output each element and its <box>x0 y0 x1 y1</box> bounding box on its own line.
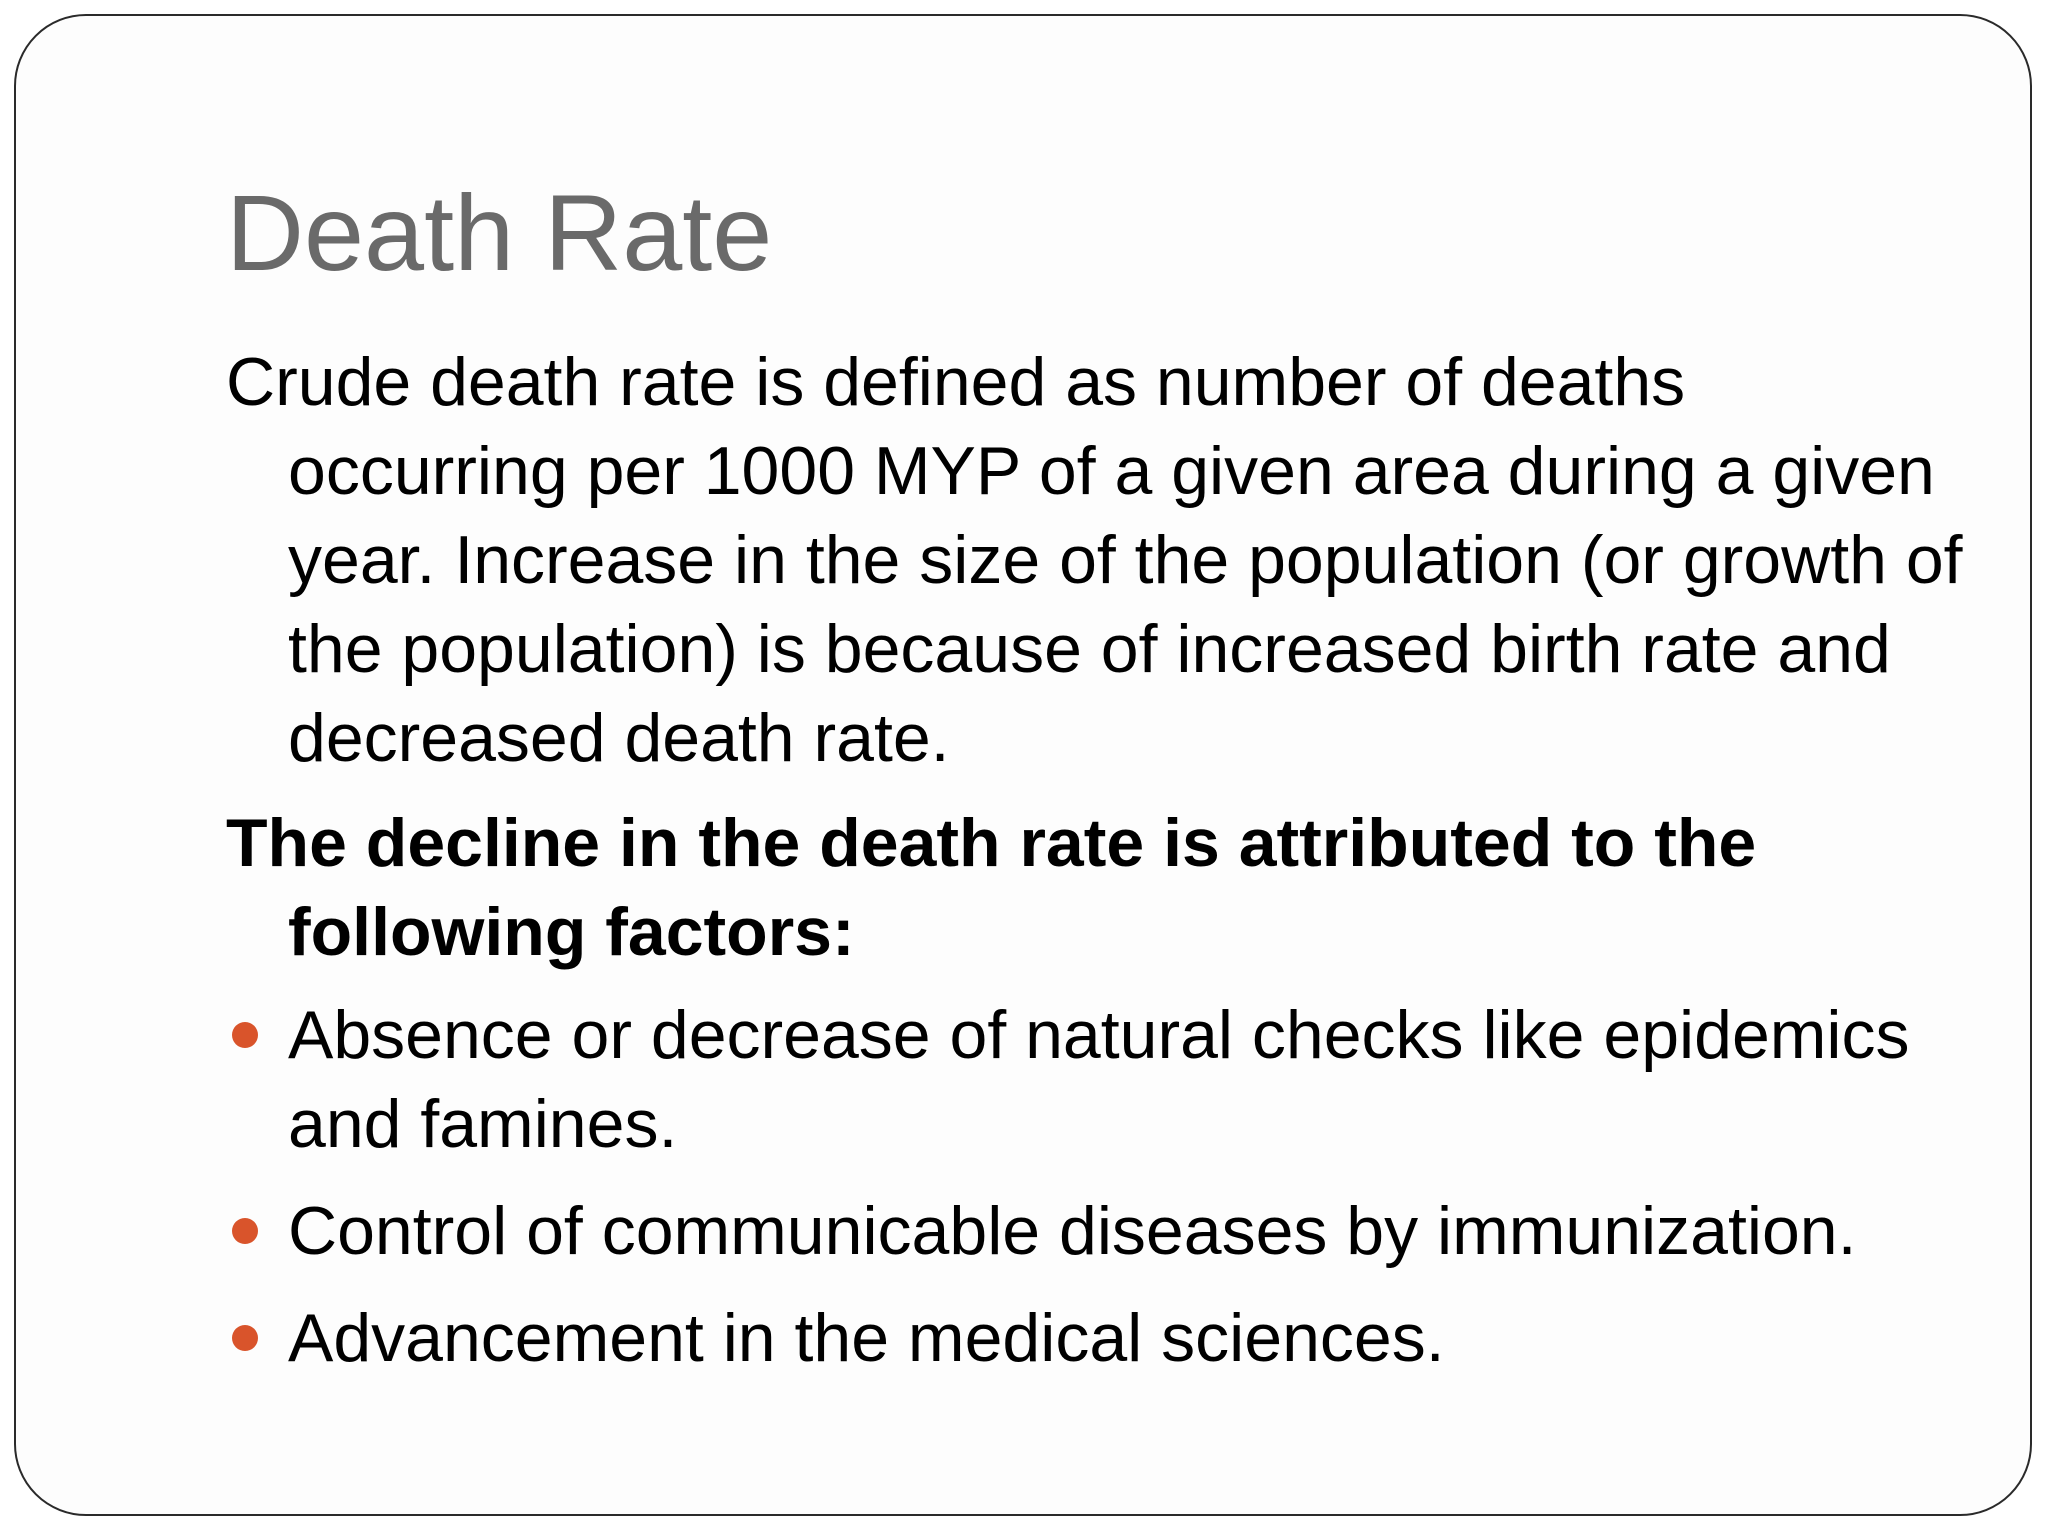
bullet-text: Absence or decrease of natural checks like epidemics and famines. <box>288 997 1910 1162</box>
bullet-text: Advancement in the medical sciences. <box>288 1300 1445 1376</box>
slide-body <box>226 338 1966 1383</box>
factors-heading: The decline in the death rate is attributed to the following factors: <box>226 805 1757 970</box>
bullet-dot-icon <box>232 1218 258 1244</box>
definition-paragraph: Crude death rate is defined as number of deaths occurring per 1000 MYP of a given area during a given year. Increase in the size of the population (or growth of the population) is because of increased birth rate and decreased death rate. <box>226 344 1963 776</box>
bullet-item <box>226 991 1966 1169</box>
bullet-item <box>226 1294 1966 1383</box>
bullet-text: Control of communicable diseases by immunization. <box>288 1193 1857 1269</box>
slide-title: Death Rate <box>226 172 773 293</box>
bullet-item <box>226 1187 1966 1276</box>
bullet-dot-icon <box>232 1022 258 1048</box>
bullet-dot-icon <box>232 1325 258 1351</box>
